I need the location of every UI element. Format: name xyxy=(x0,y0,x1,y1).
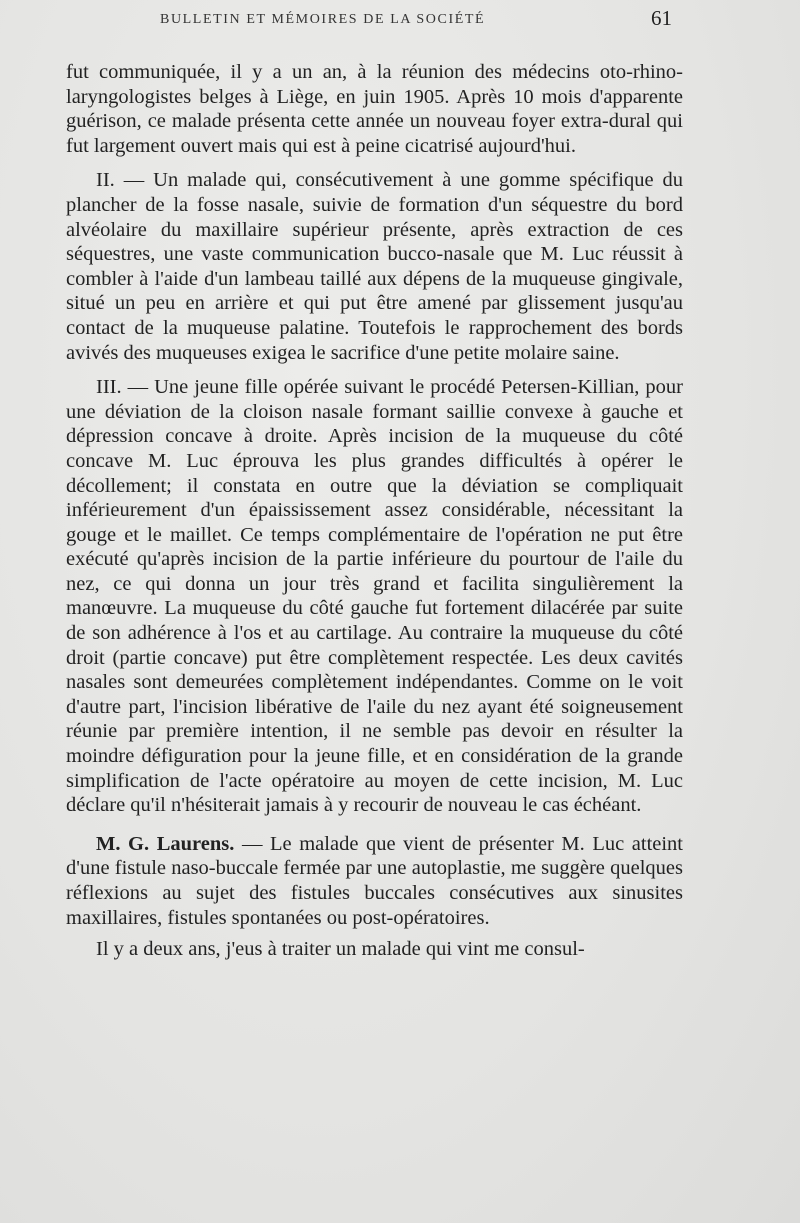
speaker-name: M. G. Laurens. xyxy=(96,832,235,855)
paragraph-laurens-text: — Le malade que vient de présenter M. Luc atteint d'une fistule naso-buccale fermée par une autoplastie, me suggère quelques réflexions au sujet des fistules buccales consécutives aux sinusites maxillaires, fistules spontanées ou post-opératoires. xyxy=(66,832,684,929)
paragraph-final: Il y a deux ans, j'eus à traiter un malade qui vint me consul- xyxy=(96,938,585,961)
page-number: 61 xyxy=(651,6,672,30)
paragraph-case-ii: II. — Un malade qui, consécutivement à une gomme spécifique du plancher de la fosse nasale, suivie de formation d'un séquestre du bord alvéolaire du maxillaire supérieur présente, après extraction de ces séquestres, une vaste communication bucco-nasale que M. Luc réussit à combler à l'aide d'un lambeau taillé aux dépens de la muqueuse gingivale, situé un peu en arrière et qui put être amené par glissement jusqu'au contact de la muqueuse palatine. Toutefois le rapprochement des bords avivés des muqueuses exigea le sacrifice d'une petite molaire saine. xyxy=(66,169,683,364)
paragraph-case-iii: III. — Une jeune fille opérée suivant le procédé Petersen-Killian, pour une déviation de la cloison nasale formant saillie convexe à gauche et dépression concave à droite. Après incision de la muqueuse du côté concave M. Luc éprouva les plus grandes difficultés à opérer le décollement; il constata en outre que la déviation se compliquait inférieurement d'un épaississement assez considérable, nécessitant la gouge et le maillet. Ce temps complémentaire de l'opération ne put être exécuté qu'après incision de la partie inférieure du pourtour de l'aile du nez, ce qui donna un jour très grand et facilita singulièrement la manœuvre. La muqueuse du côté gauche fut fortement dilacérée par suite de son adhérence à l'os et au cartilage. Au contraire la muqueuse du côté droit (partie concave) put être complètement respectée. Les deux cavités nasales sont demeurées complètement indépendantes. Comme on le voit d'autre part, l'incision libérative de l'aile du nez ayant été soigneusement réunie par première intention, il ne semble pas devoir en résulter la moindre défiguration pour la jeune fille, et en considération de la grande simplification de l'acte opératoire au moyen de cette incision, M. Luc déclare qu'il n'hésiterait jamais à y recourir de nouveau le cas échéant. xyxy=(66,376,683,817)
body-text xyxy=(66,60,683,962)
paragraph-continuation: fut communiquée, il y a un an, à la réunion des médecins oto-rhino-laryngologistes belges à Liège, en juin 1905. Après 10 mois d'apparente guérison, ce malade présenta cette année un nouveau foyer extra-dural qui fut largement ouvert mais qui est à peine cicatrisé aujourd'hui. xyxy=(66,61,683,157)
paragraph-laurens xyxy=(66,832,683,930)
running-title: BULLETIN ET MÉMOIRES DE LA SOCIÉTÉ xyxy=(160,12,486,27)
